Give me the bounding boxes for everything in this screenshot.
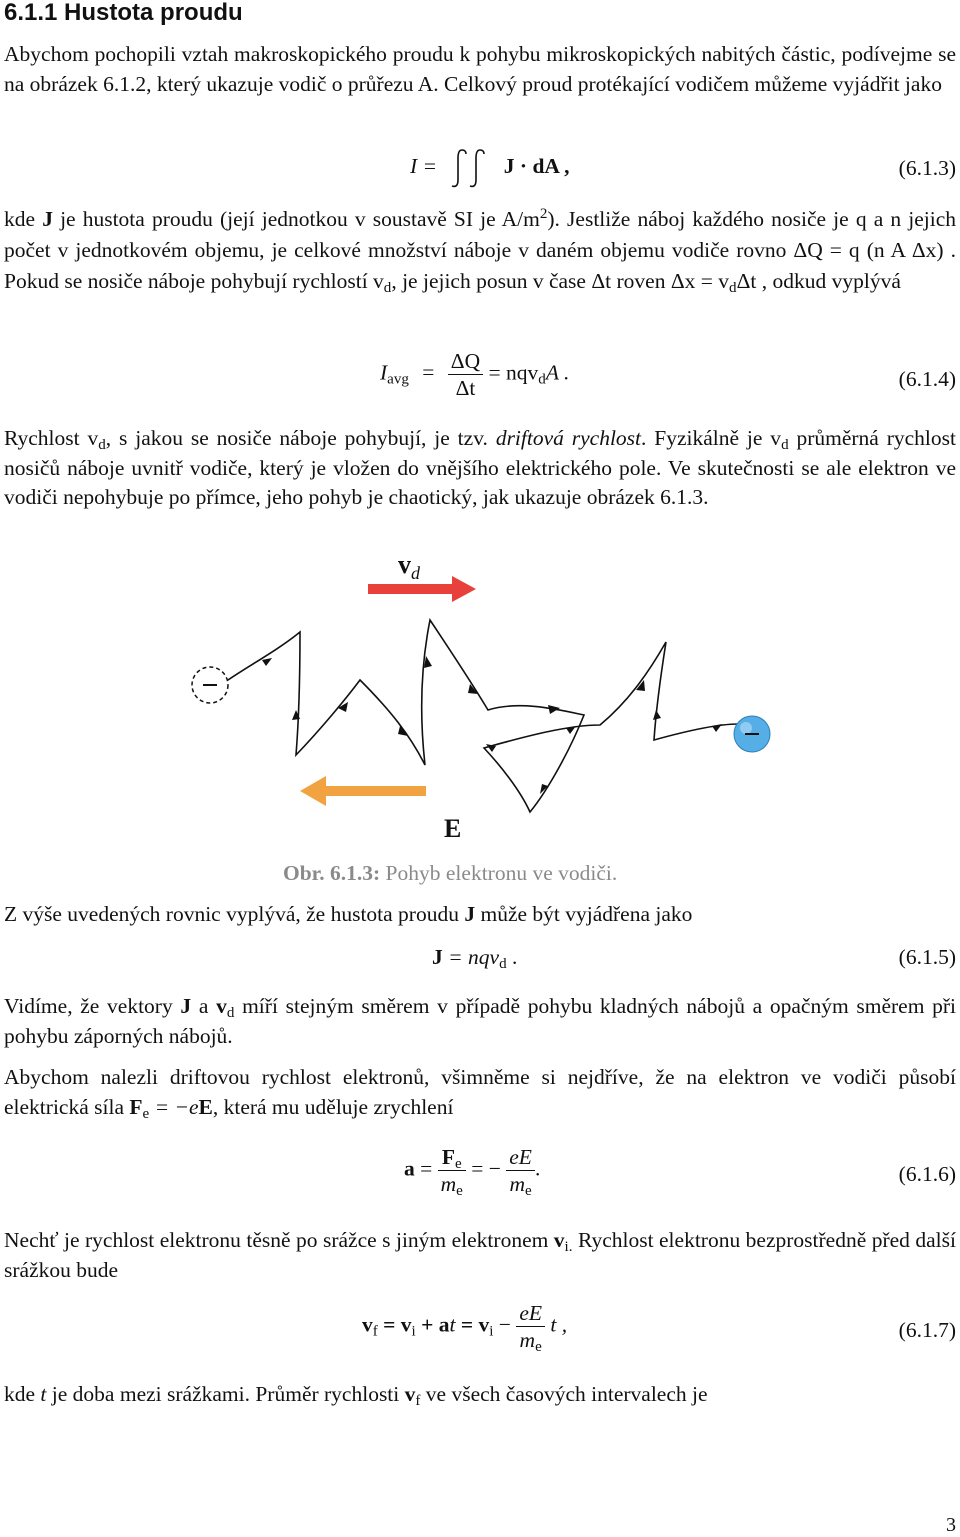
electron-start [192, 667, 228, 703]
punctuation: . [506, 945, 518, 969]
figure-caption [283, 860, 617, 886]
text: kde [4, 207, 43, 231]
paragraph-vector-direction [4, 992, 956, 1051]
fraction-denominator: Δt [455, 376, 476, 400]
text: je hustota proudu (její jednotkou v soustavě SI je A/m [52, 207, 540, 231]
symbol-v: v [216, 994, 227, 1018]
path-arrowhead [424, 656, 432, 668]
subscript: f [372, 1323, 378, 1340]
symbol-E: E [198, 1094, 213, 1119]
punctuation: . [534, 1156, 541, 1181]
text: , s jakou se nosiče náboje pohybují, je tzv. [105, 426, 496, 450]
subscript: d [226, 1005, 235, 1021]
subscript: e [525, 1183, 532, 1199]
paragraph-average-velocity [4, 1380, 708, 1410]
fraction [516, 1300, 545, 1353]
subscript: i. [564, 1239, 573, 1255]
symbol-m: m [440, 1172, 457, 1196]
subscript: d [538, 371, 546, 388]
text: může být vyjádřena jako [475, 902, 693, 926]
symbol-m: m [519, 1328, 536, 1352]
subscript: d [781, 437, 789, 453]
figure-electron-motion [0, 550, 960, 850]
subscript: d [98, 437, 106, 453]
fraction [448, 348, 483, 401]
eq-rhs: = nqv [442, 945, 500, 969]
symbol-m: m [509, 1172, 526, 1196]
fraction-numerator: eE [516, 1300, 545, 1327]
text: . Fyzikálně je v [641, 426, 782, 450]
equals-minus: = − [465, 1156, 507, 1181]
equation-6-1-3 [410, 146, 570, 190]
equation-number-6-1-6: (6.1.6) [898, 1162, 956, 1186]
path-arrowhead [712, 724, 722, 732]
subscript: i [411, 1323, 416, 1340]
equation-6-1-5 [432, 944, 517, 970]
subscript: f [415, 1393, 421, 1409]
symbol-F: F [129, 1094, 143, 1119]
e-field-label: E [444, 814, 462, 843]
symbol-J: J [180, 994, 192, 1018]
equals: = [422, 360, 435, 385]
section-heading: 6.1.1 Hustota proudu [4, 0, 243, 26]
symbol-a: a [404, 1156, 415, 1181]
double-integral-icon [448, 146, 492, 190]
equation-6-1-7 [362, 1300, 567, 1353]
eq-rhs: A . [545, 360, 570, 385]
fraction-denominator [516, 1327, 545, 1353]
text: , která mu uděluje zrychlení [212, 1094, 454, 1119]
text: průměrná rychlost nosičů náboje uvnitř vodiče, který je vložen do vnějšího elektrického pole. Ve skutečnosti se ale elektron ve vodiči nepohybuje po přímce, jeho pohyb je chaotický, jak ukazuje obrázek 6.1.3. [4, 426, 956, 509]
eq-lhs: I [380, 360, 388, 385]
text: míří stejným směrem v případě pohybu kladných nábojů a opačným směrem při pohybu záporných nábojů. [4, 994, 957, 1048]
symbol-v: v [553, 1228, 565, 1252]
eq-rhs: = nqv [488, 360, 539, 385]
electron-path [228, 620, 738, 812]
vd-arrow [368, 576, 476, 602]
paragraph-electric-force [4, 1063, 956, 1122]
subscript: d [499, 956, 507, 972]
electron-end [734, 716, 770, 752]
eq-integrand: J · dA , [503, 153, 570, 178]
eq-lhs: I = [410, 153, 438, 178]
eq-part: = v [377, 1312, 412, 1337]
fraction [506, 1144, 535, 1197]
text: Rychlost elektronu bezprostředně před další srážkou bude [4, 1228, 956, 1282]
paragraph-drift-velocity [4, 424, 956, 513]
paragraph-intro: Abychom pochopili vztah makroskopického proudu k pohybu mikroskopických nabitých částic, podívejme se na obrázek 6.1.2, který ukazuje vodič o průřezu A. Celkový proud protékající vodičem můžeme vyjádřit jako [4, 42, 956, 96]
vd-subscript: d [411, 563, 420, 583]
subscript: avg [387, 371, 409, 388]
text: Nechť je rychlost elektronu těsně po srážce s jiným elektronem [4, 1228, 554, 1252]
symbol-F: F [441, 1145, 455, 1169]
paragraph-velocity-after-collision [4, 1226, 956, 1285]
symbol-v: v [362, 1312, 373, 1337]
equation-number-6-1-4: (6.1.4) [898, 367, 956, 391]
equation-6-1-6 [404, 1144, 540, 1197]
figure-drawing [0, 550, 960, 850]
paragraph-current-density-expression [4, 900, 692, 930]
text: kde [4, 1382, 41, 1406]
fraction-numerator [438, 1144, 466, 1171]
path-arrowhead [398, 726, 408, 736]
text: je doba mezi srážkami. Průměr rychlosti [46, 1382, 405, 1406]
emphasis: driftová rychlost [495, 426, 642, 450]
superscript: 2 [539, 206, 548, 222]
text: Rychlost v [4, 426, 99, 450]
symbol-v: v [404, 1382, 416, 1406]
fraction [438, 1144, 466, 1197]
paragraph-current-density [4, 204, 956, 297]
text: Z výše uvedených rovnic vyplývá, že hustota proudu [4, 902, 465, 926]
text: ). Jestliže náboj každého nosiče je q a n jejich počet v jednotkovém objemu, je celkové množství náboje v daném objemu vodiče rovno ΔQ = q (n A Δx) . Pokud se nosiče náboje pohybují rychlostí v [4, 207, 957, 293]
symbol-t: t [449, 1312, 456, 1337]
text: ve všech časových intervalech je [420, 1382, 708, 1406]
fraction-denominator [438, 1171, 466, 1197]
path-arrowhead [262, 658, 272, 666]
fraction-numerator: eE [506, 1144, 535, 1171]
symbol-t: t [40, 1382, 47, 1406]
symbol-J: J [42, 207, 53, 231]
symbol-J: J [432, 945, 443, 969]
subscript: d [383, 280, 392, 296]
equation-number-6-1-3: (6.1.3) [898, 156, 956, 180]
subscript: i [489, 1323, 494, 1340]
text: Abychom nalezli driftovou rychlost elektronů, všimněme si nejdříve, že na elektron ve vodiči působí elektrická síla [4, 1065, 956, 1119]
text: Vidíme, že vektory [4, 994, 181, 1018]
vd-symbol: v [398, 550, 411, 579]
fraction-numerator: ΔQ [448, 348, 483, 375]
eq-tail: t , [545, 1312, 568, 1337]
page-number: 3 [946, 1514, 956, 1536]
text: , je jejich posun v čase Δt roven Δx = v [391, 269, 730, 293]
caption-label: Obr. 6.1.3: [283, 861, 381, 885]
subscript: e [535, 1339, 542, 1355]
subscript: e [142, 1105, 150, 1122]
equation-number-6-1-5: (6.1.5) [898, 945, 956, 969]
equals: = [414, 1156, 438, 1181]
subscript: e [456, 1183, 463, 1199]
text: = −e [149, 1094, 199, 1119]
e-field-arrow [300, 776, 426, 806]
equation-number-6-1-7: (6.1.7) [898, 1318, 956, 1342]
equation-6-1-4 [380, 348, 569, 401]
subscript: d [729, 280, 737, 296]
caption-text: Pohyb elektronu ve vodiči. [380, 861, 618, 885]
eq-part: = v [455, 1312, 490, 1337]
subscript: e [454, 1156, 462, 1172]
fraction-denominator [506, 1171, 535, 1197]
text: Δt , odkud vyplývá [736, 269, 901, 293]
eq-part: + a [415, 1312, 450, 1337]
symbol-J: J [464, 902, 476, 926]
minus: − [493, 1312, 517, 1337]
text: a [191, 994, 217, 1018]
